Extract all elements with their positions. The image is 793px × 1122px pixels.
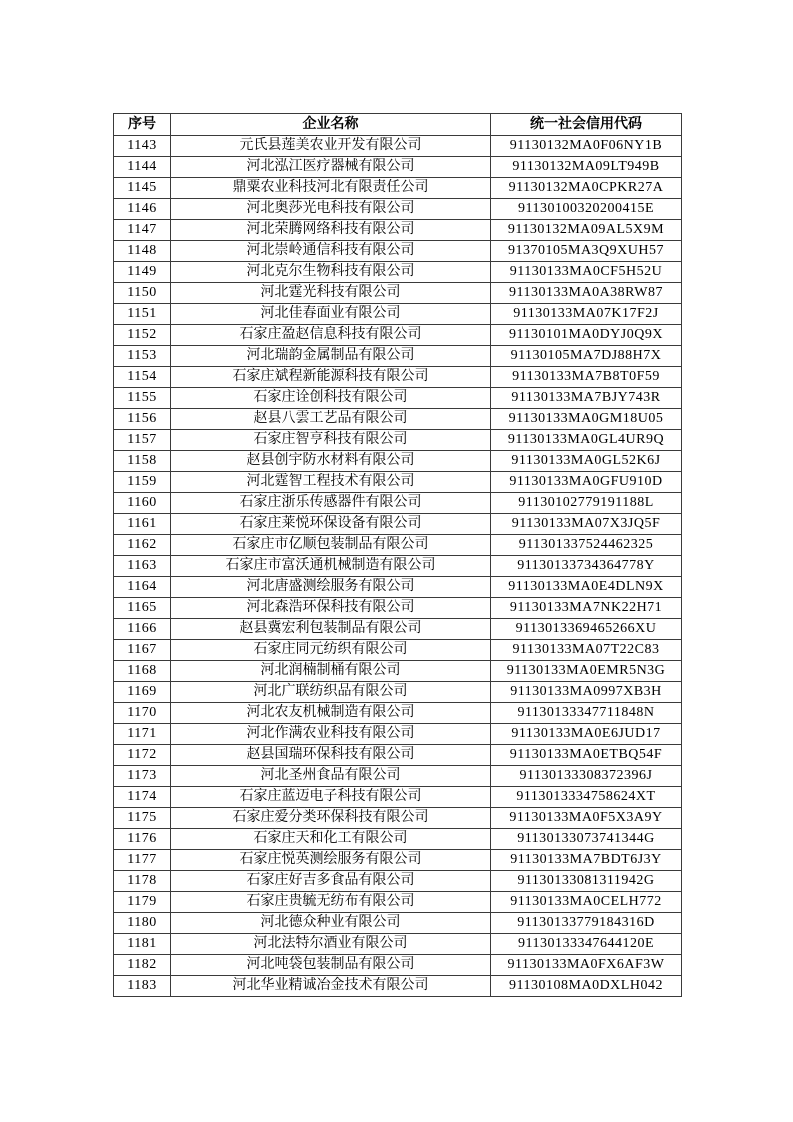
cell-serial-number: 1147 [114,220,171,241]
cell-company-name: 河北吨袋包装制品有限公司 [171,955,491,976]
table-row [114,955,682,976]
cell-company-name: 石家庄好吉多食品有限公司 [171,871,491,892]
table-row [114,787,682,808]
cell-credit-code: 91130133MA0CF5H52U [491,262,682,283]
cell-company-name: 石家庄浙乐传感器件有限公司 [171,493,491,514]
header-company-name: 企业名称 [171,114,491,136]
cell-company-name: 赵县创宇防水材料有限公司 [171,451,491,472]
cell-credit-code: 91130133MA07T22C83 [491,640,682,661]
cell-credit-code: 91130133MA0EMR5N3G [491,661,682,682]
cell-credit-code: 91130132MA09LT949B [491,157,682,178]
table-row [114,934,682,955]
cell-company-name: 石家庄智亨科技有限公司 [171,430,491,451]
cell-credit-code: 91130133MA0F5X3A9Y [491,808,682,829]
cell-serial-number: 1170 [114,703,171,724]
cell-credit-code: 91130133MA0GL52K6J [491,451,682,472]
cell-serial-number: 1171 [114,724,171,745]
cell-serial-number: 1172 [114,745,171,766]
cell-serial-number: 1159 [114,472,171,493]
cell-company-name: 河北华业精诚冶金技术有限公司 [171,976,491,997]
cell-company-name: 河北润楠制桶有限公司 [171,661,491,682]
cell-company-name: 河北霆光科技有限公司 [171,283,491,304]
table-row [114,157,682,178]
cell-serial-number: 1158 [114,451,171,472]
table-row [114,220,682,241]
table-row [114,766,682,787]
cell-credit-code: 91130132MA0CPKR27A [491,178,682,199]
cell-company-name: 鼎粟农业科技河北有限责任公司 [171,178,491,199]
table-row [114,661,682,682]
table-row [114,283,682,304]
table-row [114,619,682,640]
table-row [114,892,682,913]
cell-credit-code: 91130102779191188L [491,493,682,514]
cell-company-name: 石家庄莱悦环保设备有限公司 [171,514,491,535]
cell-serial-number: 1144 [114,157,171,178]
table-row [114,136,682,157]
cell-credit-code: 91130133347644120E [491,934,682,955]
cell-credit-code: 91130133308372396J [491,766,682,787]
table-row [114,577,682,598]
cell-serial-number: 1162 [114,535,171,556]
company-credit-code-table [113,113,682,997]
cell-company-name: 河北霆智工程技术有限公司 [171,472,491,493]
cell-credit-code: 91130133073741344G [491,829,682,850]
cell-serial-number: 1151 [114,304,171,325]
cell-company-name: 石家庄爱分类环保科技有限公司 [171,808,491,829]
cell-company-name: 河北森浩环保科技有限公司 [171,598,491,619]
cell-credit-code: 91130105MA7DJ88H7X [491,346,682,367]
cell-serial-number: 1154 [114,367,171,388]
cell-credit-code: 91130133MA0GL4UR9Q [491,430,682,451]
cell-company-name: 石家庄诠创科技有限公司 [171,388,491,409]
cell-credit-code: 91130100320200415E [491,199,682,220]
cell-credit-code: 91130133734364778Y [491,556,682,577]
cell-credit-code: 91130133MA0GM18U05 [491,409,682,430]
cell-serial-number: 1177 [114,850,171,871]
header-row [114,114,682,136]
cell-company-name: 石家庄斌程新能源科技有限公司 [171,367,491,388]
table-row [114,850,682,871]
table-row [114,682,682,703]
cell-credit-code: 91130133MA7NK22H71 [491,598,682,619]
table-row [114,640,682,661]
table-row [114,829,682,850]
cell-serial-number: 1145 [114,178,171,199]
table-row [114,472,682,493]
cell-serial-number: 1181 [114,934,171,955]
table-row [114,556,682,577]
cell-credit-code: 9113013369465266XU [491,619,682,640]
cell-credit-code: 91130133MA7BDT6J3Y [491,850,682,871]
header-credit-code: 统一社会信用代码 [491,114,682,136]
table-row [114,304,682,325]
cell-company-name: 河北法特尔酒业有限公司 [171,934,491,955]
cell-company-name: 石家庄市亿顺包装制品有限公司 [171,535,491,556]
cell-company-name: 石家庄同元纺织有限公司 [171,640,491,661]
cell-company-name: 石家庄悦英测绘服务有限公司 [171,850,491,871]
cell-company-name: 石家庄天和化工有限公司 [171,829,491,850]
cell-company-name: 河北圣州食品有限公司 [171,766,491,787]
table-row [114,451,682,472]
cell-credit-code: 91130133MA7BJY743R [491,388,682,409]
cell-credit-code: 91130133MA07K17F2J [491,304,682,325]
cell-credit-code: 91130132MA0F06NY1B [491,136,682,157]
cell-credit-code: 91130133MA0FX6AF3W [491,955,682,976]
table-row [114,493,682,514]
cell-credit-code: 91130133081311942G [491,871,682,892]
cell-company-name: 赵县冀宏利包装制品有限公司 [171,619,491,640]
cell-company-name: 河北奥莎光电科技有限公司 [171,199,491,220]
cell-serial-number: 1167 [114,640,171,661]
table-row [114,346,682,367]
cell-serial-number: 1166 [114,619,171,640]
cell-serial-number: 1180 [114,913,171,934]
cell-company-name: 河北广联纺织品有限公司 [171,682,491,703]
cell-company-name: 石家庄蓝迈电子科技有限公司 [171,787,491,808]
cell-serial-number: 1183 [114,976,171,997]
table-row [114,724,682,745]
cell-serial-number: 1146 [114,199,171,220]
cell-company-name: 河北泓江医疗器械有限公司 [171,157,491,178]
table-row [114,808,682,829]
cell-credit-code: 91130133779184316D [491,913,682,934]
cell-credit-code: 91130133MA07X3JQ5F [491,514,682,535]
cell-serial-number: 1143 [114,136,171,157]
cell-credit-code: 9113013334758624XT [491,787,682,808]
cell-credit-code: 91130101MA0DYJ0Q9X [491,325,682,346]
table-row [114,409,682,430]
cell-credit-code: 91130108MA0DXLH042 [491,976,682,997]
table-row [114,871,682,892]
cell-company-name: 赵县八雲工艺品有限公司 [171,409,491,430]
table-row [114,325,682,346]
table-header [114,114,682,136]
table-row [114,241,682,262]
cell-serial-number: 1165 [114,598,171,619]
cell-company-name: 河北崇岭通信科技有限公司 [171,241,491,262]
cell-company-name: 赵县国瑞环保科技有限公司 [171,745,491,766]
cell-company-name: 河北作满农业科技有限公司 [171,724,491,745]
cell-company-name: 石家庄市富沃通机械制造有限公司 [171,556,491,577]
cell-company-name: 石家庄贵毓无纺布有限公司 [171,892,491,913]
cell-serial-number: 1149 [114,262,171,283]
cell-serial-number: 1161 [114,514,171,535]
cell-credit-code: 91130133MA0997XB3H [491,682,682,703]
cell-serial-number: 1169 [114,682,171,703]
cell-serial-number: 1148 [114,241,171,262]
table-row [114,388,682,409]
cell-company-name: 河北佳春面业有限公司 [171,304,491,325]
cell-credit-code: 91130133MA0E6JUD17 [491,724,682,745]
cell-serial-number: 1178 [114,871,171,892]
cell-credit-code: 91130133MA0GFU910D [491,472,682,493]
cell-serial-number: 1173 [114,766,171,787]
cell-company-name: 河北唐盛测绘服务有限公司 [171,577,491,598]
table-row [114,745,682,766]
cell-company-name: 河北荣腾网络科技有限公司 [171,220,491,241]
cell-serial-number: 1150 [114,283,171,304]
table-row [114,598,682,619]
table-row [114,976,682,997]
cell-serial-number: 1168 [114,661,171,682]
cell-serial-number: 1155 [114,388,171,409]
cell-company-name: 石家庄盈赵信息科技有限公司 [171,325,491,346]
cell-credit-code: 91130133MA0CELH772 [491,892,682,913]
cell-credit-code: 91130133MA0ETBQ54F [491,745,682,766]
cell-serial-number: 1156 [114,409,171,430]
cell-company-name: 河北德众种业有限公司 [171,913,491,934]
cell-serial-number: 1176 [114,829,171,850]
cell-credit-code: 91130133MA7B8T0F59 [491,367,682,388]
table-body [114,136,682,997]
table-row [114,514,682,535]
table-row [114,178,682,199]
cell-serial-number: 1175 [114,808,171,829]
cell-company-name: 河北克尔生物科技有限公司 [171,262,491,283]
table-row [114,199,682,220]
cell-serial-number: 1152 [114,325,171,346]
table-row [114,535,682,556]
cell-credit-code: 91130133MA0E4DLN9X [491,577,682,598]
table-row [114,367,682,388]
cell-company-name: 元氏县莲美农业开发有限公司 [171,136,491,157]
cell-serial-number: 1157 [114,430,171,451]
cell-serial-number: 1174 [114,787,171,808]
cell-credit-code: 911301337524462325 [491,535,682,556]
cell-serial-number: 1153 [114,346,171,367]
cell-serial-number: 1160 [114,493,171,514]
table-row [114,430,682,451]
table-row [114,913,682,934]
header-serial-number: 序号 [114,114,171,136]
cell-credit-code: 91130133347711848N [491,703,682,724]
cell-credit-code: 91130133MA0A38RW87 [491,283,682,304]
cell-serial-number: 1179 [114,892,171,913]
cell-serial-number: 1163 [114,556,171,577]
table-row [114,262,682,283]
cell-serial-number: 1164 [114,577,171,598]
table-row [114,703,682,724]
cell-company-name: 河北瑞韵金属制品有限公司 [171,346,491,367]
cell-serial-number: 1182 [114,955,171,976]
cell-credit-code: 91130132MA09AL5X9M [491,220,682,241]
cell-company-name: 河北农友机械制造有限公司 [171,703,491,724]
cell-credit-code: 91370105MA3Q9XUH57 [491,241,682,262]
